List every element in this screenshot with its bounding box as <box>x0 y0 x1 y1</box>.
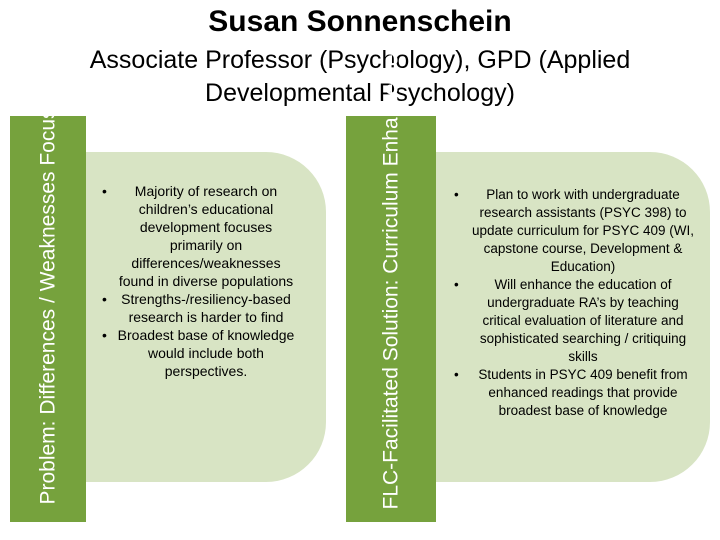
solution-bullet <box>448 186 698 276</box>
problem-bullet <box>96 326 296 380</box>
solution-label: FLC-Facilitated Solution: Curriculum Enhancement <box>379 36 403 510</box>
bullet-icon: • <box>102 183 107 199</box>
bullet-text: Students in PSYC 409 benefit from enhanced readings that provide broadest base of knowledge <box>478 367 688 418</box>
problem-label: Problem: Differences / Weaknesses Focus <box>36 108 60 505</box>
problem-bullet-list <box>96 182 296 380</box>
bullet-icon: • <box>102 327 107 343</box>
problem-bullet <box>96 290 296 326</box>
page-subtitle: Associate Professor (Psychology), GPD (Applied Developmental Psychology) <box>89 46 631 107</box>
solution-bullet <box>448 276 698 366</box>
bullet-text: Plan to work with undergraduate research assistants (PSYC 398) to update curriculum for PSYC 409 (WI, capstone course, Development & Education) <box>471 187 695 274</box>
bullet-text: Strengths-/resiliency-based research is harder to find <box>121 291 291 325</box>
bullet-icon: • <box>454 367 459 382</box>
bullet-text: Broadest base of knowledge would include both perspectives. <box>117 327 295 379</box>
bullet-icon: • <box>102 291 107 307</box>
problem-bar <box>10 108 86 522</box>
bullet-icon: • <box>454 277 459 292</box>
bullet-text: Will enhance the education of undergraduate RA’s by teaching critical evaluation of literature and sophisticated searching / critiquing skills <box>479 277 687 364</box>
solution-panel <box>436 152 710 482</box>
page-title: Susan Sonnenschein <box>208 5 512 38</box>
bullet-text: Majority of research on children’s educational development focuses primarily on differences/weaknesses found in diverse populations <box>118 183 294 289</box>
solution-bar <box>346 36 436 522</box>
problem-bullet <box>96 182 296 290</box>
problem-panel <box>86 152 326 482</box>
solution-bullet <box>448 366 698 420</box>
solution-bullet-list <box>448 186 698 420</box>
bullet-icon: • <box>454 187 459 202</box>
